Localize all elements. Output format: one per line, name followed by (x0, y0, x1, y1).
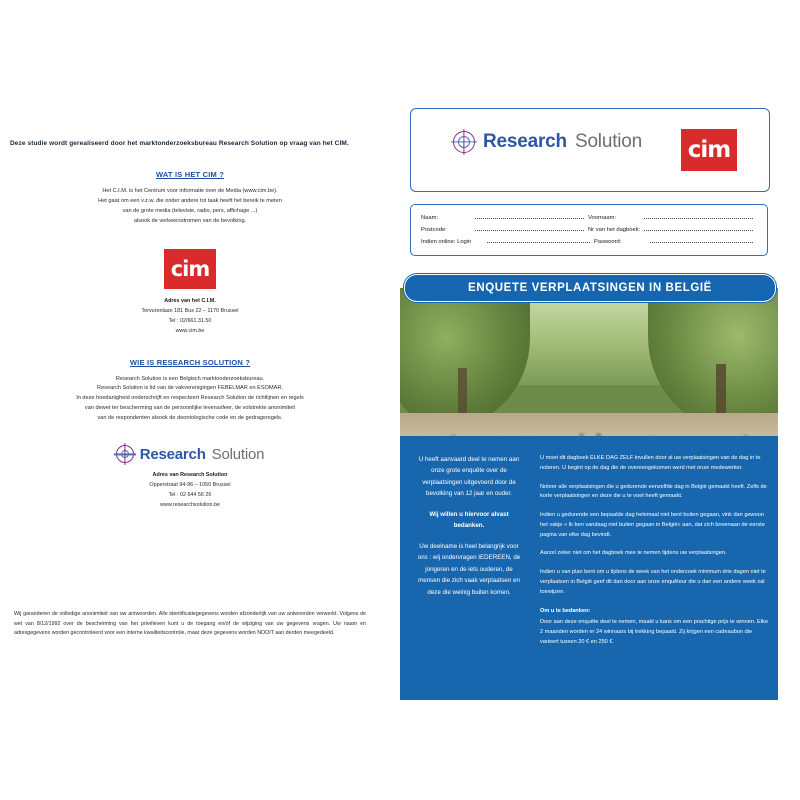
rs-address (10, 470, 370, 510)
rs-text-line: van de respondenten alsook de deontologische code en de gedragsregels. (97, 414, 283, 421)
section-title-cim: WAT IS HET CIM ? (155, 170, 225, 180)
form-row (421, 235, 757, 247)
instruction-paragraph: Aarzel zeker niet om het dagboek mee te nemen tijdens uw verplaatsingen. (540, 550, 727, 557)
instruction-paragraph: Door aan deze enquête deel te nemen, maakt u kans om een prachtige prijs te winnen. Elke 2 maanden worden er 24 winnaars bij trekking bepaald. Zij krijgen een cadeaubon die varieert tussen 20 € en 250 €. (540, 619, 768, 645)
left-page (10, 140, 370, 680)
field-label-dagboeknr: Nr van het dagboek: (588, 227, 641, 233)
instruction-thanks: Wij willen u hiervoor alvast bedanken. (429, 510, 509, 530)
instruction-paragraph: Indien u van plan bent om u tijdens de week van het onderzoek minimum drie dagen niet te verplaatsen in België geef dit dan door aan onze enquêteur die u dan een andere week zal toewijzen. (540, 569, 766, 595)
cim-logo-mark: cim (681, 129, 737, 171)
section-rs-text (10, 375, 370, 424)
target-icon (453, 131, 475, 153)
field-label-naam: Naam: (421, 215, 439, 221)
instruction-paragraph: Indien u gedurende een bepaalde dag helemaal niet bent buiten gegaan, vink dan gewoon het vakje « Ik ben vandaag niet buiten gegaan in België» aan, dat zich bovenaan de eerste pagina van elke dag bevindt. (540, 512, 765, 538)
instructions-left-column (414, 454, 524, 607)
instruction-paragraph: U heeft aanvaard deel te nemen aan onze grote enquête over de verplaatsingen uitgevoerd door de bevolking van 12 jaar en ouder. (418, 456, 520, 498)
instruction-paragraph: U moet dit dagboek ELKE DAG ZELF invullen door al uw verplaatsingen van de dag in te noteren. U begint op de dag die de overeengekomen werd met onze medewerker. (540, 455, 761, 471)
target-icon (116, 445, 134, 463)
cim-logo-mark: cim (164, 249, 216, 289)
rs-text-line: Research Solution is een Belgisch marktonderzoeksbureau. (115, 375, 265, 382)
identification-form (410, 204, 768, 256)
rs-address-line: Opperstraat 94-96 – 1050 Brussel (149, 482, 231, 489)
field-label-paswoord: Paswoord: (594, 239, 622, 245)
logo-card (410, 108, 770, 192)
rs-logo-word-research: Research (483, 131, 567, 152)
cim-address-line: Tervurenlaan 181 Bus 22 – 1170 Brussel (141, 307, 239, 314)
cim-text-line: Het gaat om een v.z.w. die onder andere tot taak heeft het bereik te meten (98, 198, 282, 205)
rs-logo-word-solution: Solution (211, 445, 265, 463)
login-input[interactable] (487, 235, 590, 243)
cim-address (10, 296, 370, 336)
cim-address-line: Tel : 02/661.31.50 (168, 317, 212, 324)
rs-logo-word-research: Research (139, 445, 206, 463)
cim-address-line: www.cim.be (175, 327, 205, 334)
rs-text-line: Research Solution is lid van de vakverenigingen FEBELMAR en ESOMAR. (97, 385, 283, 392)
survey-banner: ENQUETE VERPLAATSINGEN IN BELGIË (404, 274, 776, 302)
form-row (421, 211, 757, 223)
research-solution-logo-large (453, 131, 642, 153)
field-label-login: Indien online: Login (421, 239, 472, 245)
naam-input[interactable] (475, 211, 584, 219)
section-title-research-solution: WIE IS RESEARCH SOLUTION ? (129, 357, 251, 367)
privacy-legal-text: Wij garanderen de volledige anonimiteit van uw antwoorden. Alle identificatiegegevens worden afzonderlijk van uw antwoorden verwerkt. Volgens de wet van 8/12/1992 over de bescherming van het privéleven kunt u de toegang en/of de wijziging van uw gegevens vragen. Uw naam en adresgegevens worden gecontroleerd voor een interne kwaliteitscontrole, maar deze gegevens worden NOOIT aan derden meegedeeld. (14, 611, 366, 637)
rs-logo-word-solution: Solution (574, 131, 643, 152)
cim-address-title: Adres van het C.I.M. (164, 297, 216, 304)
field-label-postcode: Postcode: (421, 227, 447, 233)
form-row (421, 223, 757, 235)
left-page-header: Deze studie wordt gerealiseerd door het marktonderzoeksbureau Research Solution op vraag van het CIM. (10, 140, 349, 147)
rs-address-line: www.researchsolution.be (160, 502, 220, 509)
instruction-paragraph: Noteer alle verplaatsingen die u gedurende eenzelfde dag in België gemaakt heeft. Zelfs de korte verplaatsingen en deze die u te voet heeft gemaakt. (540, 483, 767, 500)
rs-text-line: In deze hoedanigheid onderschrijft en respecteert Research Solution de richtlijnen en regels (76, 395, 304, 402)
instructions-panel (400, 436, 778, 700)
research-solution-logo (10, 445, 370, 463)
right-page (392, 108, 788, 700)
postcode-input[interactable] (475, 223, 584, 231)
section-cim-text (10, 187, 370, 226)
rs-text-line: van dewet ter bescherming van de persoonlijke levenssfeer, de volstrekte anonimiteit (84, 404, 296, 411)
voornaam-input[interactable] (644, 211, 753, 219)
field-label-voornaam: Voornaam: (588, 215, 617, 221)
instruction-reward-heading: Om u te bedanken: (540, 607, 591, 614)
rs-address-title: Adres van Research Solution (152, 472, 228, 479)
cim-text-line: alsook de verkeersstromen van de bevolking. (133, 217, 247, 224)
paswoord-input[interactable] (650, 235, 753, 243)
instruction-paragraph: Uw deelname is heel belangrijk voor ons : wij ondervragen IEDEREEN, de jongeren en de iets ouderen, de mensen die zich vaak verplaatsen en deze die weinig buiten komen. (417, 542, 521, 596)
rs-address-line: Tel : 02 644 56 26 (168, 492, 212, 499)
instructions-right-column (540, 454, 768, 657)
cim-text-line: van de grote media (televisie, radio, pers, affichage ...) (122, 208, 258, 214)
cim-text-line: Het C.I.M. is het Centrum voor informatie over de Media (www.cim.be). (102, 188, 278, 195)
cim-logo (10, 249, 370, 289)
dagboeknr-input[interactable] (644, 223, 753, 231)
